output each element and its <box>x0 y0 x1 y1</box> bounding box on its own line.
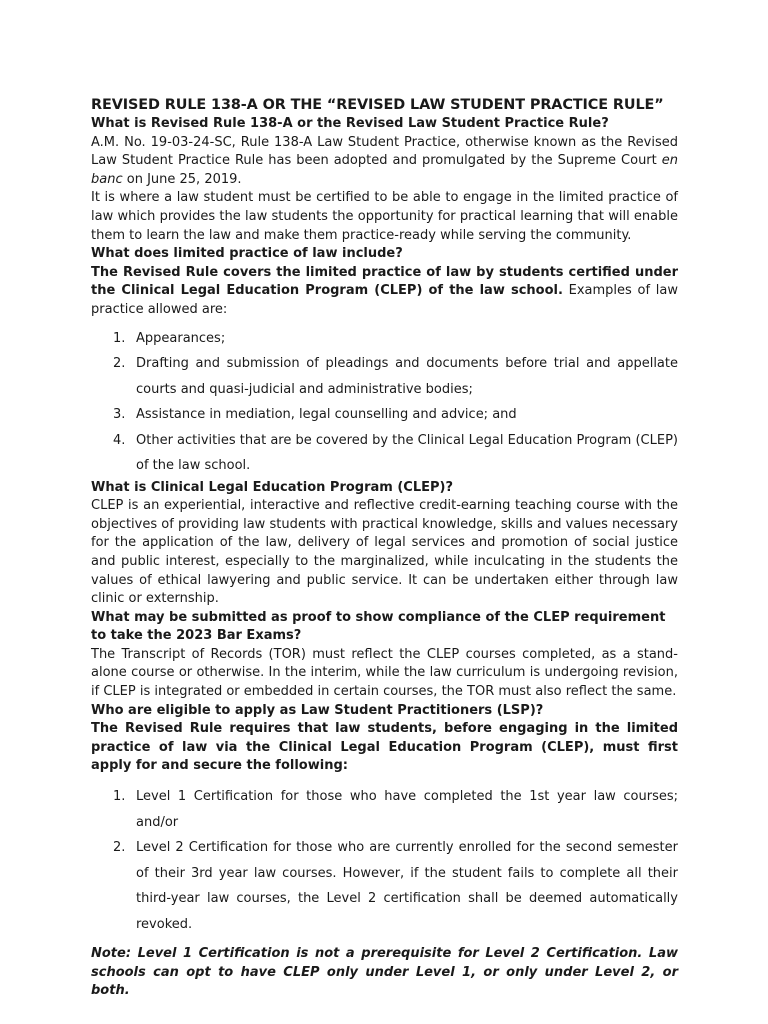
document-page <box>91 95 678 1001</box>
paragraph: CLEP is an experiential, interactive and reflective credit-earning teaching course with the objectives of providing law students with practical knowledge, skills and values necessary for the application of the law, delivery of legal services and promotion of social justice and public interest, especially to the marginalized, while inculcating in the students the values of ethical lawyering and public service. It can be undertaken either through law clinic or externship. <box>91 498 678 607</box>
list-item: 1. Appearances; <box>113 330 226 346</box>
numbered-list <box>91 784 678 937</box>
list-item: 1. Level 1 Certification for those who have completed the 1st year law courses; and/or <box>113 789 678 830</box>
list-item: 3. Assistance in mediation, legal counselling and advice; and <box>113 407 517 423</box>
question-heading: Who are eligible to apply as Law Student Practitioners (LSP)? <box>91 702 544 718</box>
question-heading: What may be submitted as proof to show compliance of the CLEP requirement to take the 2023 Bar Exams? <box>91 609 666 644</box>
page-title: REVISED RULE 138-A OR THE “REVISED LAW STUDENT PRACTICE RULE” <box>91 97 664 113</box>
paragraph: It is where a law student must be certified to be able to engage in the limited practice of law which provides the law students the opportunity for practical learning that will enable them to learn the law and make them practice-ready while serving the community. <box>91 190 678 243</box>
numbered-list <box>91 326 678 479</box>
paragraph: A.M. No. 19-03-24-SC, Rule 138-A Law Student Practice, otherwise known as the Revised Law Student Practice Rule has been adopted and promulgated by the Supreme Court en banc on June 25, 2019. <box>91 134 678 187</box>
paragraph: The Revised Rule requires that law students, before engaging in the limited practice of law via the Clinical Legal Education Program (CLEP), must first apply for and secure the following: <box>91 721 678 774</box>
paragraph: The Transcript of Records (TOR) must reflect the CLEP courses completed, as a stand-alone course or otherwise. In the interim, while the law curriculum is undergoing revision, if CLEP is integrated or embedded in certain courses, the TOR must also reflect the same. <box>91 646 678 700</box>
list-item: 2. Level 2 Certification for those who are currently enrolled for the second semester of their 3rd year law courses. However, if the student fails to complete all their third-year law courses, the Level 2 certification shall be deemed automatically revoked. <box>113 840 678 932</box>
question-heading: What is Clinical Legal Education Program (CLEP)? <box>91 479 454 495</box>
question-heading: What does limited practice of law include? <box>91 246 403 262</box>
question-heading: What is Revised Rule 138-A or the Revised Law Student Practice Rule? <box>91 116 609 131</box>
list-item: 2. Drafting and submission of pleadings and documents before trial and appellate courts and quasi-judicial and administrative bodies; <box>113 356 678 397</box>
note-paragraph: Note: Level 1 Certification is not a prerequisite for Level 2 Certification. Law schools can opt to have CLEP only under Level 1, or only under Level 2, or both. <box>91 946 678 999</box>
list-item: 4. Other activities that are be covered by the Clinical Legal Education Program (CLEP) of the law school. <box>113 432 678 474</box>
paragraph: The Revised Rule covers the limited practice of law by students certified under the Clinical Legal Education Program (CLEP) of the law school. Examples of law practice allowed are: <box>91 264 678 317</box>
